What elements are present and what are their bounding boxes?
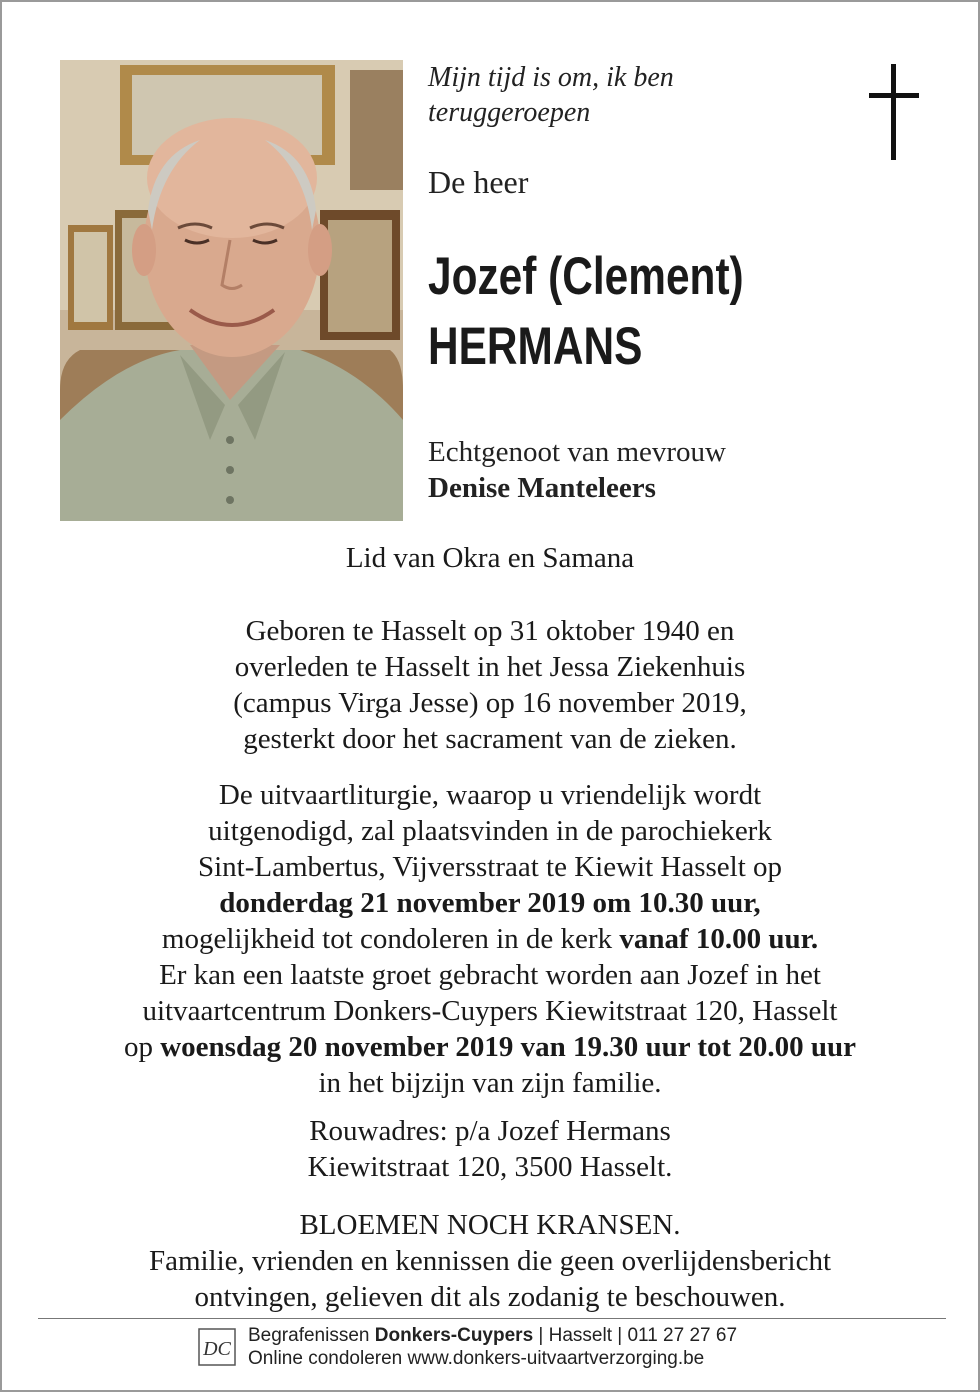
salutation: De heer — [428, 164, 529, 200]
funeral-line: in het bijzijn van zijn familie. — [318, 1067, 662, 1099]
spouse-name: Denise Manteleers — [428, 472, 656, 504]
farewell-prefix: op — [123, 1031, 161, 1063]
funeral-line: uitvaartcentrum Donkers-Cuypers Kiewitstraat 120, Hasselt — [142, 995, 838, 1027]
birth-death-line: gesterkt door het sacrament van de zieken. — [243, 723, 737, 755]
funeral-date: donderdag 21 november 2019 om 10.30 uur, — [219, 887, 761, 919]
flowers-line: ontvingen, gelieven dit als zodanig te beschouwen. — [194, 1281, 786, 1313]
membership: Lid van Okra en Samana — [345, 542, 635, 574]
cross-icon — [864, 64, 924, 164]
logo-letters: DC — [203, 1338, 231, 1360]
address-block — [2, 1113, 978, 1185]
flowers-line: Familie, vrienden en kennissen die geen overlijdensbericht — [148, 1245, 832, 1277]
farewell-time: woensdag 20 november 2019 van 19.30 uur tot 20.00 uur — [160, 1031, 857, 1063]
birth-death-line: Geboren te Hasselt op 31 oktober 1940 en — [245, 615, 735, 647]
portrait-photo — [60, 60, 403, 521]
funeral-line: Sint-Lambertus, Vijversstraat te Kiewit Hasselt op — [197, 851, 783, 883]
flowers-heading: BLOEMEN NOCH KRANSEN. — [299, 1209, 681, 1241]
quote-line-2: teruggeroepen — [428, 97, 591, 128]
condolence-text: mogelijkheid tot condoleren in de kerk — [161, 923, 620, 955]
condolence-time: vanaf 10.00 uur. — [619, 923, 819, 955]
funeral-line: Er kan een laatste groet gebracht worden aan Jozef in het — [159, 959, 821, 991]
footer-text — [248, 1324, 737, 1370]
footer — [198, 1324, 758, 1374]
birth-death-line: overleden te Hasselt in het Jessa Ziekenhuis — [234, 651, 746, 683]
footer-divider — [38, 1318, 946, 1319]
quote-line-1: Mijn tijd is om, ik ben — [428, 62, 674, 93]
spouse-prefix: Echtgenoot van mevrouw — [428, 436, 726, 468]
deceased-name — [428, 242, 744, 382]
address-line-2: Kiewitstraat 120, 3500 Hasselt. — [307, 1151, 673, 1183]
footer-website[interactable]: Online condoleren www.donkers-uitvaartverzorging.be — [248, 1348, 705, 1369]
footer-company: Donkers-Cuypers — [374, 1325, 534, 1346]
footer-contact: | Hasselt | 011 27 27 67 — [533, 1325, 738, 1346]
birth-death-line: (campus Virga Jesse) op 16 november 2019, — [233, 687, 747, 719]
spouse-info — [428, 434, 726, 506]
birth-death-block — [2, 613, 978, 757]
funeral-line: De uitvaartliturgie, waarop u vriendelijk wordt — [218, 779, 762, 811]
name-line-1: Jozef (Clement) — [428, 247, 744, 306]
name-line-2: HERMANS — [428, 317, 643, 376]
funeral-home-logo — [198, 1328, 236, 1366]
address-line-1: Rouwadres: p/a Jozef Hermans — [309, 1115, 671, 1147]
flowers-block — [2, 1207, 978, 1315]
footer-prefix: Begrafenissen — [248, 1325, 375, 1346]
quote — [428, 60, 808, 130]
portrait-illustration — [60, 60, 403, 521]
funeral-block — [2, 777, 978, 1101]
funeral-line: uitgenodigd, zal plaatsvinden in de parochiekerk — [208, 815, 772, 847]
